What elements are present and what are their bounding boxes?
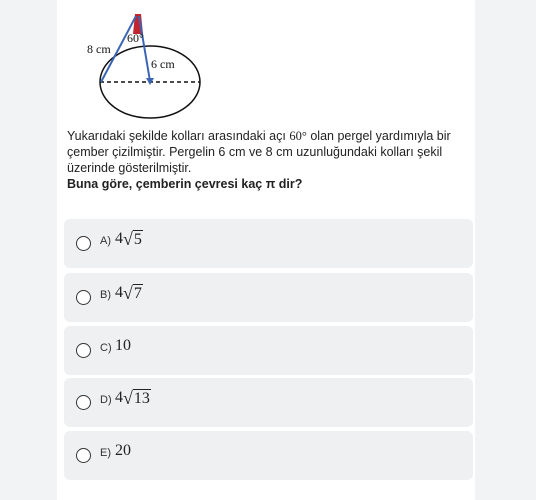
option-value	[115, 442, 131, 460]
option-a[interactable]	[64, 219, 473, 268]
label-6cm: 6 cm	[151, 57, 175, 71]
option-radicand: 5	[133, 231, 142, 248]
option-letter: B)	[100, 289, 111, 301]
option-b[interactable]	[64, 273, 473, 322]
option-plain-value: 20	[115, 442, 131, 459]
question-text-part2: olan pergel yardımıyla bir çember çizilmiştir. Pergelin 6 cm ve 8 cm uzunluğundaki kolları şekil üzerinde gösterilmiştir.	[67, 129, 451, 175]
radio-button-d[interactable]	[76, 395, 91, 410]
option-coef: 4	[115, 284, 123, 301]
compass-arm-6cm	[139, 16, 150, 81]
option-letter: D)	[100, 394, 112, 406]
radio-button-b[interactable]	[76, 290, 91, 305]
question-prompt: Buna göre, çemberin çevresi kaç π dir?	[67, 177, 303, 191]
option-value	[115, 337, 131, 355]
option-c[interactable]	[64, 326, 473, 375]
radio-button-a[interactable]	[76, 236, 91, 251]
radio-button-e[interactable]	[76, 448, 91, 463]
option-letter: C)	[100, 342, 112, 354]
sqrt-icon: √	[123, 283, 133, 303]
label-8cm: 8 cm	[87, 42, 111, 56]
question-text-part1: Yukarıdaki şekilde kolları arasındaki açı	[67, 129, 286, 143]
option-radicand: 13	[133, 390, 150, 407]
option-value	[115, 230, 143, 248]
option-plain-value: 10	[115, 337, 131, 354]
option-coef: 4	[115, 389, 123, 406]
option-letter: A)	[100, 235, 111, 247]
option-coef: 4	[115, 230, 123, 247]
option-radicand: 7	[133, 285, 142, 302]
radio-button-c[interactable]	[76, 343, 91, 358]
question-text	[67, 128, 467, 192]
question-angle: 60°	[289, 129, 307, 143]
option-value	[115, 284, 143, 302]
compass-circle-figure	[84, 10, 214, 122]
sqrt-icon: √	[123, 229, 133, 249]
option-e[interactable]	[64, 431, 473, 480]
sqrt-icon: √	[123, 388, 133, 408]
option-d[interactable]	[64, 378, 473, 427]
label-angle: 60°	[127, 31, 144, 45]
option-value	[115, 389, 151, 407]
option-letter: E)	[100, 447, 111, 459]
